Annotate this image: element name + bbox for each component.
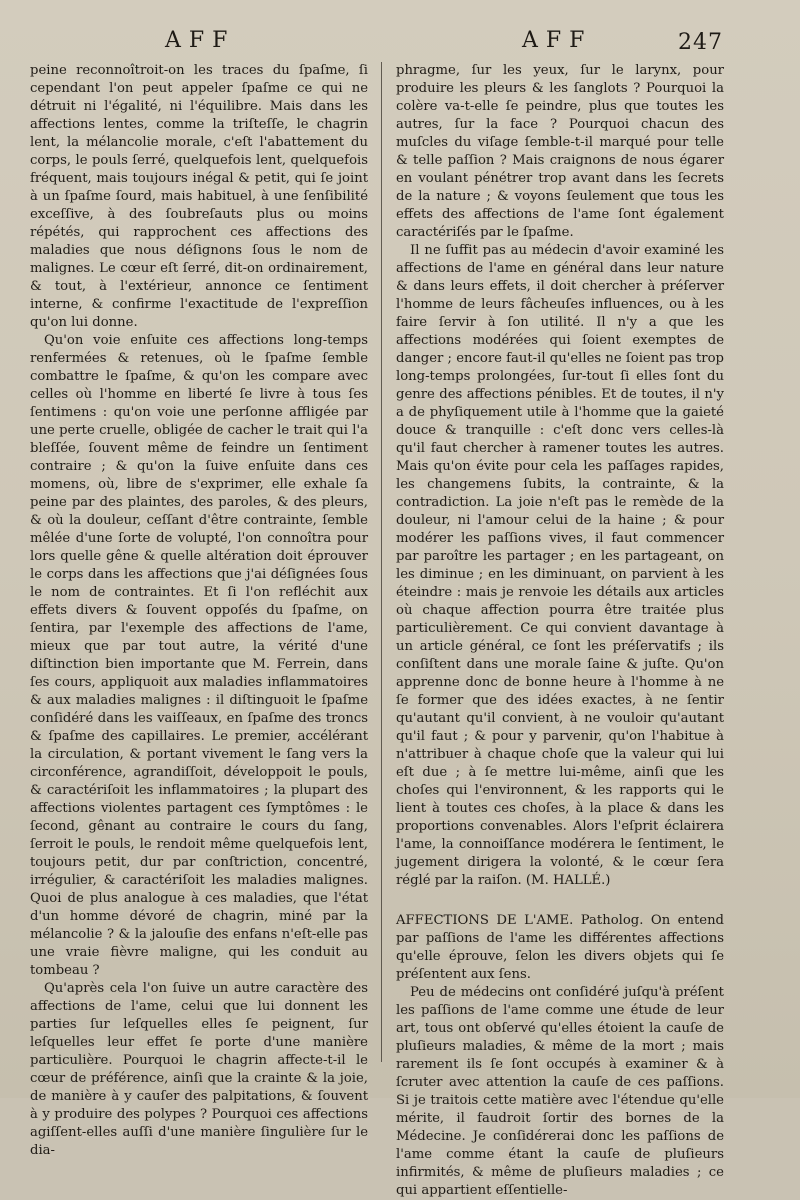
paragraph: phragme, ſur les yeux, ſur le larynx, pour produire les pleurs & les ſanglots ? Pourquoi la colère va-t-elle ſe peindre, plus que toutes les autres, ſur la face ? Pourquoi chacun des muſcles du viſage ſemble-t-il marqué pour telle & telle paſſion ? Mais craignons de nous égarer en voulant pénétrer trop avant dans les ſecrets de la nature ; & voyons ſeulement que tous les effets des affections de l'ame ſont également caractériſés par le ſpaſme. <box>396 63 724 240</box>
running-header <box>0 28 800 58</box>
entry-heading-paragraph: AFFECTIONS DE L'AME. Patholog. On entend par paſſions de l'ame les différentes affections qu'elle éprouve, ſelon les divers objets qui ſe préſentent aux ſens. <box>396 913 724 982</box>
right-column <box>396 62 724 1198</box>
page-number: 247 <box>678 30 723 55</box>
left-column <box>30 62 368 1158</box>
paragraph: peine reconnoîtroit-on les traces du ſpaſme, ſi cependant l'on peut appeler ſpaſme ce qui ne détruit ni l'égalité, ni l'équilibre. Mais dans les affections lentes, comme la triſteſſe, le chagrin lent, la mélancolie morale, c'eſt l'abattement du corps, le pouls ſerré, quelquefois lent, quelquefois fréquent, mais toujours inégal & petit, qui ſe joint à un ſpaſme ſourd, mais habituel, à une ſenſibilité exceſſive, à des ſoubreſauts plus ou moins répétés, qui rapprochent ces affections des maladies que nous déſignons ſous le nom de malignes. Le cœur eſt ſerré, dit-on ordinairement, & tout, à l'extérieur, annonce ce ſentiment interne, & confirme l'exactitude de l'expreſſion qu'on lui donne. <box>30 63 368 330</box>
paragraph: Qu'on voie enſuite ces affections long-temps renfermées & retenues, où le ſpaſme ſemble combattre le ſpaſme, & qu'on les compare avec celles où l'homme en liberté ſe livre à tous ſes ſentimens : qu'on voie une perſonne affligée par une perte cruelle, obligée de cacher le trait qui l'a bleſſée, ſouvent même de feindre un ſentiment contraire ; & qu'on la ſuive enſuite dans ces momens, où, libre de s'exprimer, elle exhale ſa peine par des plaintes, des paroles, & des pleurs, & où la douleur, ceſſant d'être contrainte, ſemble mêlée d'une ſorte de volupté, l'on connoîtra pour lors quelle gêne & quelle altération doit éprouver le corps dans les affections que j'ai déſignées ſous le nom de contraintes. Et ſi l'on refléchit aux effets divers & ſouvent oppoſés du ſpaſme, on ſentira, par l'exemple des affections de l'ame, mieux que par tout autre, la vérité d'une diſtinction bien importante que M. Ferrein, dans ſes cours, appliquoit aux maladies inflammatoires & aux maladies malignes : il diſtinguoit le ſpaſme conſidéré dans les vaiſſeaux, en ſpaſme des troncs & ſpaſme des capillaires. Le premier, accélérant la circulation, & portant vivement le ſang vers la circonférence, agrandiſſoit, développoit le pouls, & caractériſoit les inflammatoires ; la plupart des affections violentes partagent ces ſymptômes : le ſecond, gênant au contraire le cours du ſang, ſerroit le pouls, le rendoit même quelquefois lent, toujours petit, dur par conſtriction, concentré, irrégulier, & caractériſoit les maladies malignes. Quoi de plus analogue à ces maladies, que l'état d'un homme dévoré de chagrin, miné par la mélancolie ? & la jalouſie des enfans n'eſt-elle pas une vraie fièvre maligne, qui les conduit au tombeau ? <box>30 333 368 978</box>
paragraph: Qu'après cela l'on ſuive un autre caractère des affections de l'ame, celui que lui donnent les parties ſur leſquelles elles ſe peignent, ſur leſquelles leur effet ſe porte d'une manière particulière. Pourquoi le chagrin affecte-t-il le cœur de préférence, ainſi que la crainte & la joie, de manière à y cauſer des palpitations, & ſouvent à y produire des polypes ? Pourquoi ces affections agiſſent-elles auſſi d'une manière ſingulière ſur le dia- <box>30 981 368 1158</box>
paragraph: Peu de médecins ont conſidéré juſqu'à préſent les paſſions de l'ame comme une étude de leur art, tous ont obſervé qu'elles étoient la cauſe de pluſieurs maladies, & même de la mort ; mais rarement ils ſe ſont occupés à examiner & à ſcruter avec attention la cauſe de ces paſſions. Si je traitois cette matière avec l'étendue qu'elle mérite, il faudroit ſortir des bornes de la Médecine. Je conſidérerai donc les paſſions de l'ame comme étant la cauſe de pluſieurs infirmités, & même de pluſieurs maladies ; ce qui appartient eſſentielle- <box>396 985 724 1198</box>
header-right-word: AFF <box>522 28 593 53</box>
header-left-word: AFF <box>165 28 236 53</box>
paragraph: Il ne ſuffit pas au médecin d'avoir examiné les affections de l'ame en général dans leur nature & dans leurs effets, il doit chercher à préſerver l'homme de leurs fâcheuſes influences, ou à les faire ſervir à ſon utilité. Il n'y a que les affections modérées qui ſoient exemptes de danger ; encore faut-il qu'elles ne ſoient pas trop long-temps prolongées, ſur-tout ſi elles ſont du genre des affections pénibles. Et de toutes, il n'y a de phyſiquement utile à l'homme que la gaieté douce & tranquille : c'eſt donc vers celles-là qu'il faut chercher à ramener toutes les autres. Mais qu'on évite pour cela les paſſages rapides, les changemens ſubits, la contrainte, & la contradiction. La joie n'eſt pas le remède de la douleur, ni l'amour celui de la haine ; & pour modérer les paſſions vives, il faut commencer par paroître les partager ; en les partageant, on les diminue ; en les diminuant, on parvient à les éteindre : mais je renvoie les détails aux articles où chaque affection pourra être traitée plus particulièrement. Ce qui convient davantage à un article général, ce ſont les préſervatifs ; ils conſiſtent dans une morale ſaine & juſte. Qu'on apprenne donc de bonne heure à l'homme à ne ſe former que des idées exactes, à ne ſentir qu'autant qu'il convient, à ne vouloir qu'autant qu'il faut ; & pour y parvenir, qu'on l'habitue à n'attribuer à chaque choſe que la valeur qui lui eſt due ; à ſe mettre lui-même, ainſi que les choſes qui l'environnent, & les rapports qui le lient à toutes ces choſes, à la place & dans les proportions convenables. Alors l'eſprit éclairera l'ame, la connoiſſance modérera le ſentiment, le jugement dirigera la volonté, & le cœur ſera réglé par la raiſon. (M. HALLÉ.) <box>396 243 724 888</box>
column-divider <box>381 62 382 1062</box>
